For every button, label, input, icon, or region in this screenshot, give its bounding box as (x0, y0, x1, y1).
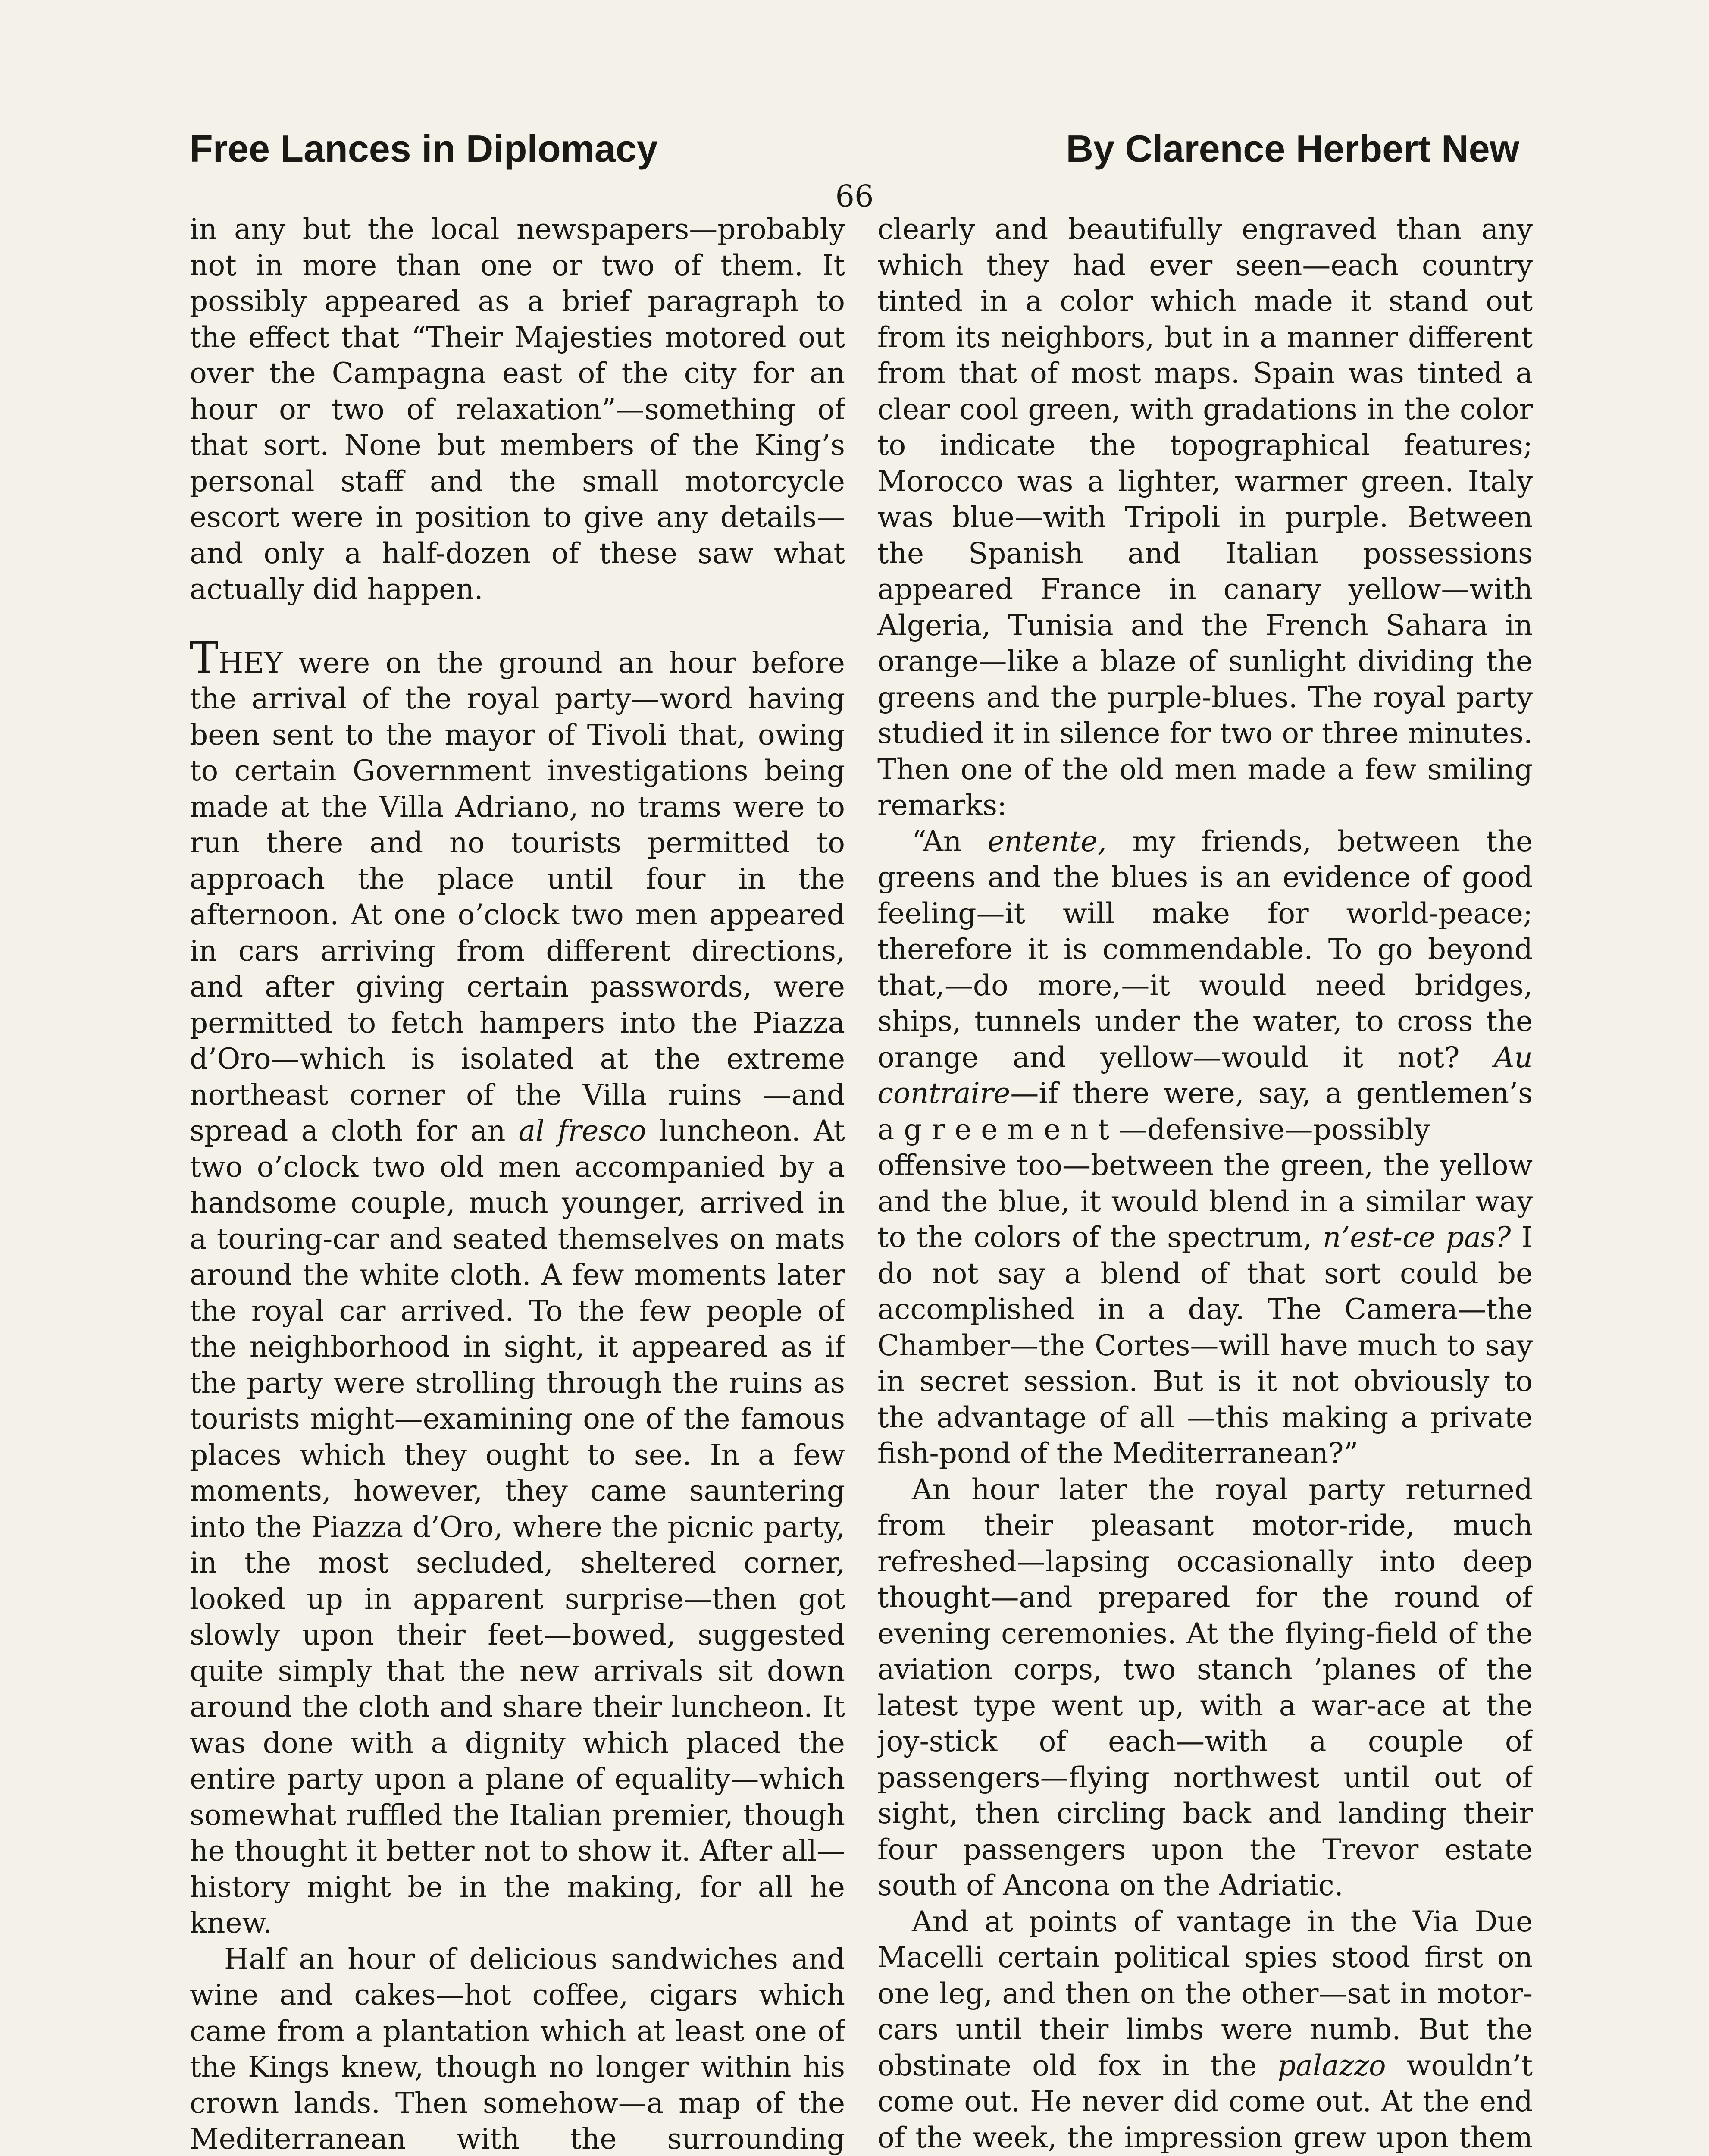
paragraph: in any but the local newspapers—probably not in more than one or two of them. It possibly appeared as a brief paragraph to the effect that “Their Majesties motored out over the Campagna east of the city for an hour or two of relaxation”—something of that sort. None but members of the King’s personal staff and the small motorcycle escort were in position to give any details—and only a half-dozen of these saw what actually did happen. (190, 213, 845, 606)
paragraph: Half an hour of delicious sandwiches and wine and cakes—hot coffee, cigars which came from a plantation which at least one of the Kings knew, though no longer within his crown lands. Then somehow—a map of the Mediterranean with the surrounding (190, 1942, 845, 2156)
left-column (190, 211, 845, 2156)
drop-cap: T (190, 632, 219, 683)
paragraph: “An entente, my friends, between the greens and the blues is an evidence of good feeling—it will make for world-peace; therefore it is commendable. To go beyond that,—do more,—it would need bridges, ships, tunnels under the water, to cross the orange and yellow—would it not? Au contraire—if there were, say, a gentlemen’s agreement—defensive—possibly offensive too—between the green, the yellow and the blue, it would blend in a similar way to the colors of the spectrum, n’est-ce pas? I do not say a blend of that sort could be accomplished in a day. The Camera—the Chamber—the Cortes—will have much to say in secret session. But is it not obviously to the advantage of all —this making a private fish-pond of the Mediterranean?” (877, 824, 1533, 1470)
paragraph: clearly and beautifully engraved than any which they had ever seen—each country tinted in a color which made it stand out from its neighbors, but in a manner different from that of most maps. Spain was tinted a clear cool green, with gradations in the color to indicate the topographical features; Morocco was a lighter, warmer green. Italy was blue—with Tripoli in purple. Between the Spanish and Italian possessions appeared France in canary yellow—with Algeria, Tunisia and the French Sahara in orange—like a blaze of sunlight dividing the greens and the purple-blues. The royal party studied it in silence for two or three minutes. Then one of the old men made a few smiling remarks: (877, 213, 1533, 822)
paragraph: An hour later the royal party returned from their pleasant motor-ride, much refreshed—lapsing occasionally into deep thought—and prepared for the round of evening ceremonies. At the flying-field of the aviation corps, two stanch ’planes of the latest type went up, with a war-ace at the joy-stick of each—with a couple of passengers—flying northwest until out of sight, then circling back and landing their four passengers upon the Trevor estate south of Ancona on the Adriatic. (877, 1473, 1533, 1902)
paragraph: And at points of vantage in the Via Due Macelli certain political spies stood first on one leg, and then on the other—sat in motor-cars until their limbs were numb. But the obstinate old fox in the palazzo wouldn’t come out. He never did come out. At the end of the week, the impression grew upon them (877, 1905, 1533, 2154)
right-column (877, 211, 1533, 2156)
story-author: By Clarence Herbert New (1066, 127, 1519, 170)
story-title: Free Lances in Diplomacy (190, 127, 658, 170)
page-number: 66 (835, 179, 874, 214)
paragraph: THEY were on the ground an hour before the arrival of the royal party—word having been sent to the mayor of Tivoli that, owing to certain Government investigations being made at the Villa Adriano, no trams were to run there and no tourists permitted to approach the place until four in the afternoon. At one o’clock two men appeared in cars arriving from different directions, and after giving certain passwords, were permitted to fetch hampers into the Piazza d’Oro—which is isolated at the extreme northeast corner of the Villa ruins —and spread a cloth for an al fresco luncheon. At two o’clock two old men accompanied by a handsome couple, much younger, arrived in a touring-car and seated themselves on mats around the white cloth. A few moments later the royal car arrived. To the few people of the neighborhood in sight, it appeared as if the party were strolling through the ruins as tourists might—examining one of the famous places which they ought to see. In a few moments, however, they came sauntering into the Piazza d’Oro, where the picnic party, in the most secluded, sheltered corner, looked up in apparent surprise—then got slowly upon their feet—bowed, suggested quite simply that the new arrivals sit down around the cloth and share their luncheon. It was done with a dignity which placed the entire party upon a plane of equality—which somewhat ruffled the Italian premier, though he thought it better not to show it. After all—history might be in the making, for all he knew. (190, 632, 845, 1940)
